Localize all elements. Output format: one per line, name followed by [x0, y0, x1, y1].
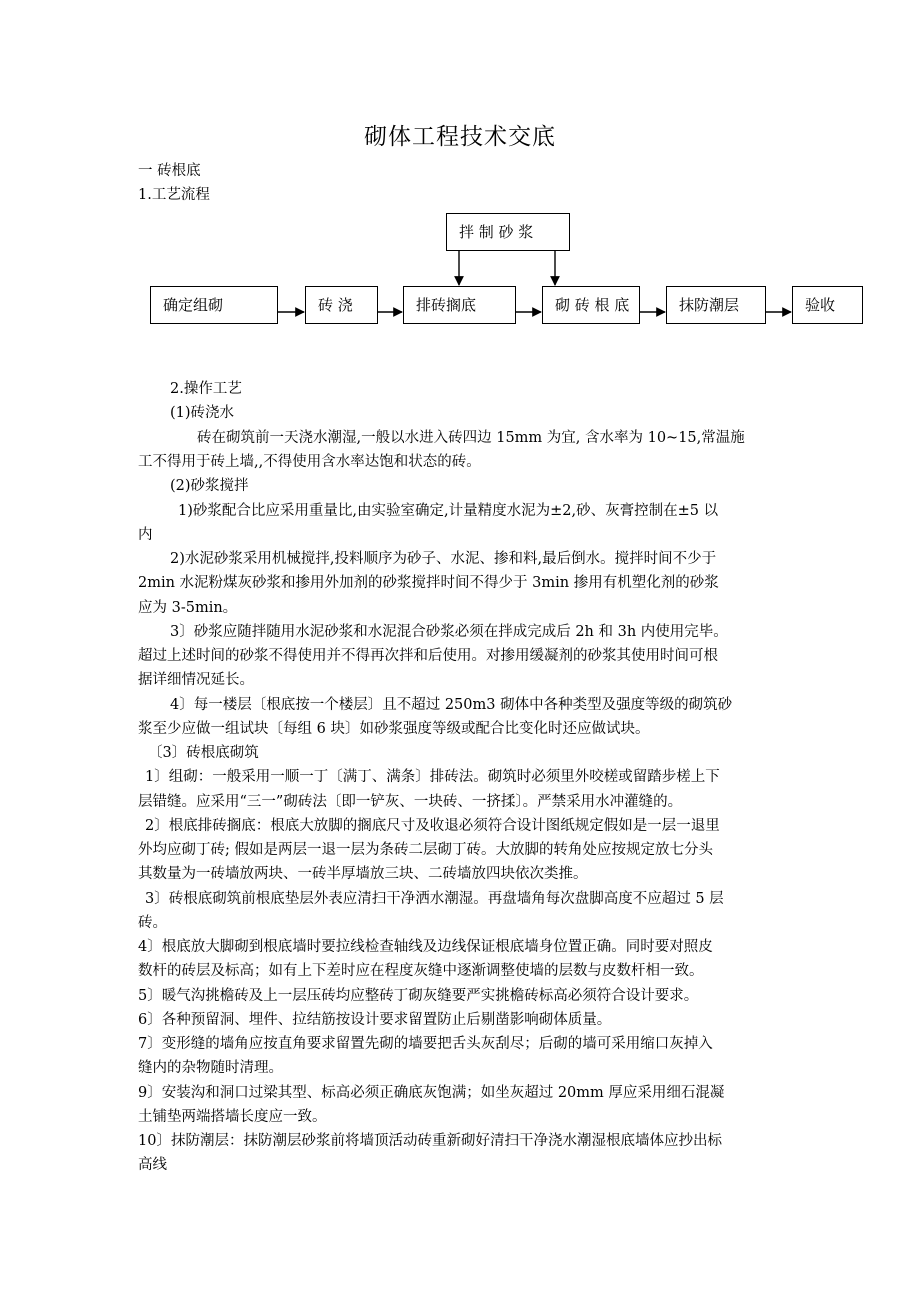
text-line: 工不得用于砖上墙,,不得使用含水率达饱和状态的砖。	[138, 454, 481, 470]
flow-box-damp-proof: 抹防潮层	[666, 286, 766, 324]
text-line: 据详细情况延长。	[138, 672, 254, 688]
text-line: 3〕砖根底砌筑前根底垫层外表应清扫干净洒水潮湿。再盘墙角每次盘脚高度不应超过 5 层	[145, 891, 724, 907]
text-line: 缝内的杂物随时清理。	[138, 1060, 283, 1076]
text-line: 5〕暖气沟挑檐砖及上一层压砖均应整砖丁砌灰缝要严实挑檐砖标高必须符合设计要求。	[138, 988, 699, 1004]
text-line: 数杆的砖层及标高；如有上下差时应在程度灰缝中逐渐调整使墙的层数与皮数杆相一致。	[138, 963, 704, 979]
text-line: 4〕根底放大脚砌到根底墙时要拉线检查轴线及边线保证根底墙身位置正确。同时要对照皮	[138, 939, 713, 955]
text-line: 土铺垫两端搭墙长度应一致。	[138, 1109, 327, 1125]
text-line: 内	[138, 527, 153, 543]
text-line: 浆至少应做一组试块〔每组 6 块〕如砂浆强度等级或配合比变化时还应做试块。	[138, 721, 650, 737]
text-line: 7〕变形缝的墙角应按直角要求留置先砌的墙要把舌头灰刮尽；后砌的墙可采用缩口灰掉入	[138, 1036, 713, 1052]
text-line: 应为 3-5min。	[138, 600, 238, 616]
text-line: 1〕组砌：一般采用一顺一丁〔满丁、满条〕排砖法。砌筑时必须里外咬槎或留踏步槎上下	[145, 769, 720, 785]
text-line: 层错缝。应采用“三一”砌砖法〔即一铲灰、一块砖、一挤揉〕。严禁采用水冲灌缝的。	[138, 794, 683, 810]
text-line: 2〕根底排砖搁底：根底大放脚的搁底尺寸及收退必须符合设计图纸规定假如是一层一退里	[145, 818, 720, 834]
text-line: 2.操作工艺	[170, 381, 242, 397]
text-line: 〔3〕砖根底砌筑	[148, 745, 259, 761]
flow-box-inspection: 验收	[792, 286, 863, 324]
flow-box-build-foundation: 砌 砖 根 底	[542, 286, 640, 324]
flow-box-mix-mortar: 拌 制 砂 浆	[446, 213, 570, 251]
text-line: 2min 水泥粉煤灰砂浆和掺用外加剂的砂浆搅拌时间不得少于 3min 掺用有机塑化剂的砂浆	[138, 575, 719, 591]
text-line: 砖在砌筑前一天浇水潮湿,一般以水进入砖四边 15mm 为宜, 含水率为 10~15,常温施	[197, 430, 745, 446]
flow-box-lay-base: 排砖搁底	[403, 286, 516, 324]
text-line: 高线	[138, 1157, 167, 1173]
section-heading: 一 砖根底	[138, 163, 201, 179]
text-line: 2)水泥砂浆采用机械搅拌,投料顺序为砂子、水泥、掺和料,最后倒水。搅拌时间不少于	[170, 551, 717, 567]
text-line: 超过上述时间的砂浆不得使用并不得再次拌和后使用。对掺用缓凝剂的砂浆其使用时间可根	[138, 648, 718, 664]
text-line: 4〕每一楼层〔根底按一个楼层〕且不超过 250m3 砌体中各种类型及强度等级的砌筑砂	[170, 697, 733, 713]
text-line: 10〕抹防潮层：抹防潮层砂浆前将墙顶活动砖重新砌好清扫干净浇水潮湿根底墙体应抄出标	[138, 1133, 722, 1149]
flow-box-water-bricks: 砖 浇	[305, 286, 378, 324]
text-line: 砖。	[138, 915, 167, 931]
text-line: 3〕砂浆应随拌随用水泥砂浆和水泥混合砂浆必须在拌成完成后 2h 和 3h 内使用完毕。	[170, 624, 728, 640]
subsection-heading: 1.工艺流程	[138, 187, 210, 203]
document-title: 砌体工程技术交底	[364, 124, 556, 150]
text-line: 外均应砌丁砖; 假如是两层一退一层为条砖二层砌丁砖。大放脚的转角处应按规定放七分头	[138, 842, 713, 858]
text-line: 1)砂浆配合比应采用重量比,由实验室确定,计量精度水泥为±2,砂、灰膏控制在±5 以	[178, 503, 719, 519]
text-line: 9〕安装沟和洞口过梁其型、标高必须正确底灰饱满；如坐灰超过 20mm 厚应采用细石混凝	[138, 1085, 725, 1101]
text-line: 其数量为一砖墙放两块、一砖半厚墙放三块、二砖墙放四块依次类推。	[138, 866, 588, 882]
text-line: (2)砂浆搅拌	[170, 478, 249, 494]
text-line: 6〕各种预留洞、埋件、拉结筋按设计要求留置防止后剔凿影响砌体质量。	[138, 1012, 612, 1028]
text-line: (1)砖浇水	[170, 405, 235, 421]
flow-box-determine-pattern: 确定组砌	[150, 286, 278, 324]
